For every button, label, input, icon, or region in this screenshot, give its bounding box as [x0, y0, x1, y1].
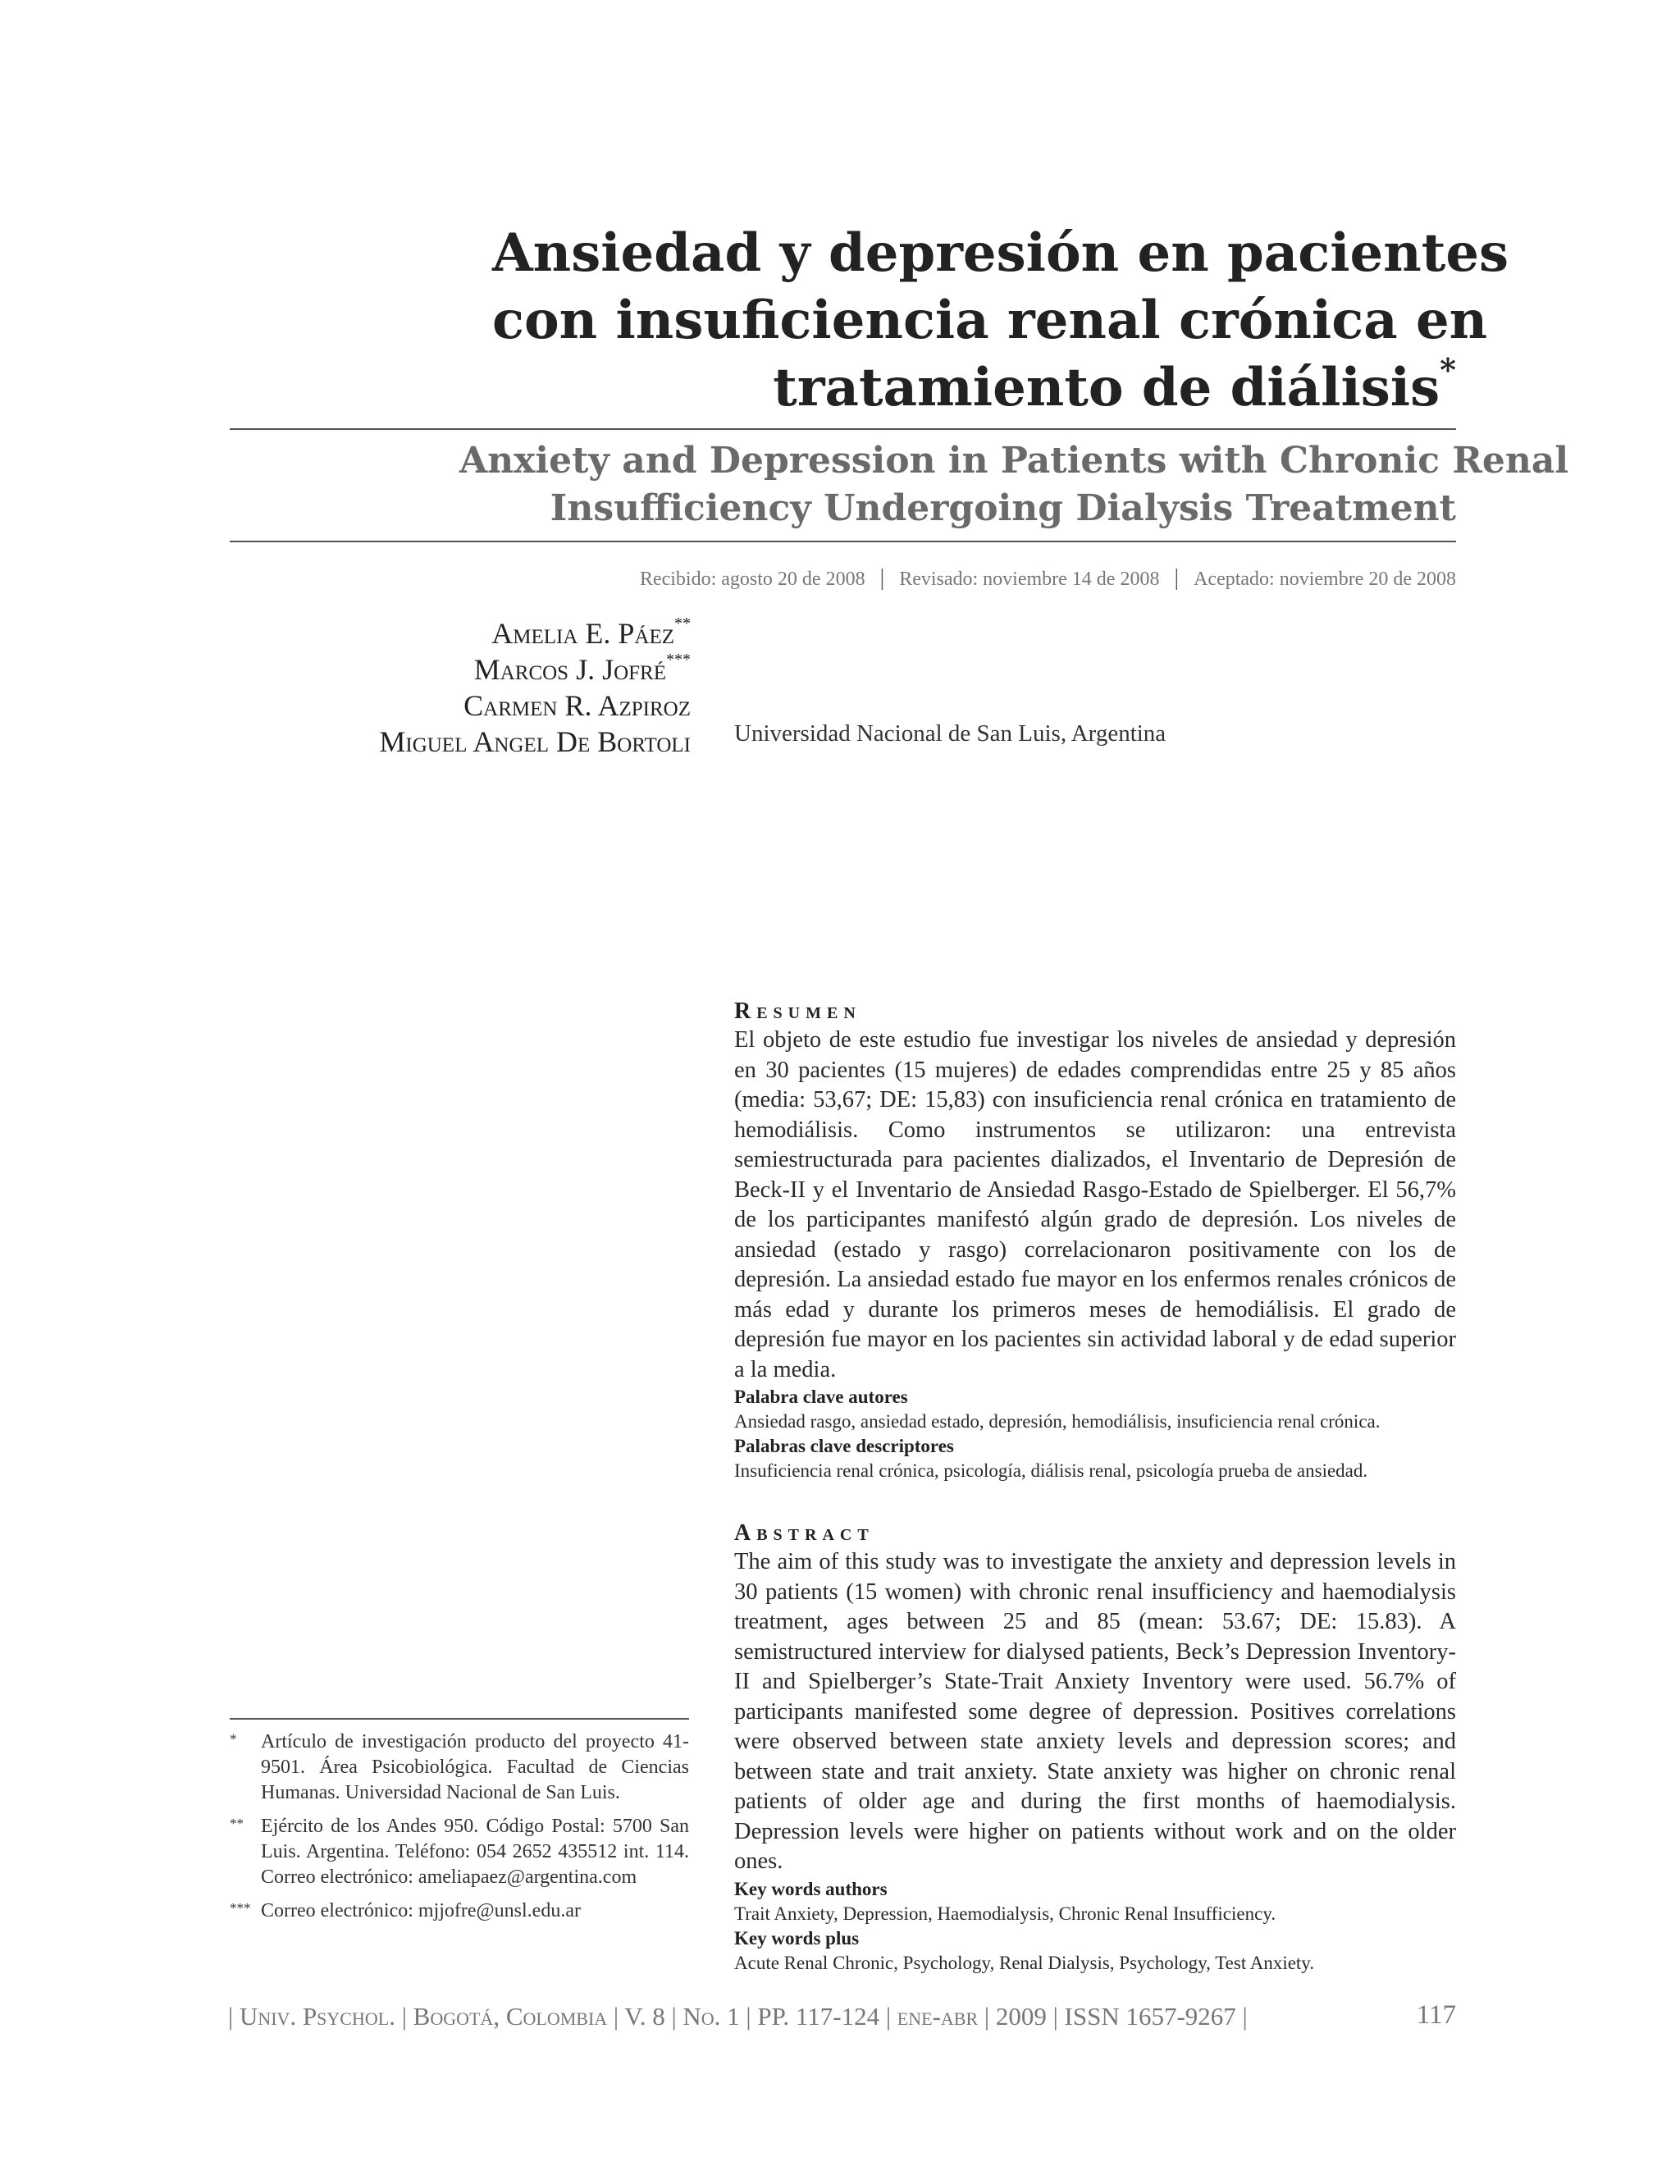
title-line-2: con insuficiencia renal crónica en [492, 290, 1488, 351]
author-footnote-mark: *** [666, 651, 691, 669]
accepted-date: Aceptado: noviembre 20 de 2008 [1194, 569, 1456, 590]
author [246, 724, 691, 760]
resumen-heading: Resumen [734, 998, 861, 1024]
abstract-keywords-plus-label: Key words plus [734, 1927, 860, 1949]
resumen-keywords-authors: Ansiedad rasgo, ansiedad estado, depresión, hemodiálisis, insuficiencia renal crónica. [734, 1411, 1381, 1432]
article-title [492, 220, 1509, 422]
author-name: Carmen R. Azpiroz [463, 689, 691, 722]
title-rule-top [230, 428, 1456, 430]
submission-dates [492, 565, 1456, 592]
author-name: Miguel Angel De Bortoli [379, 725, 691, 758]
abstract-heading: Abstract [734, 1520, 874, 1546]
journal-citation [228, 2002, 1248, 2031]
title-footnote-mark: * [1440, 351, 1456, 388]
author-name: Amelia E. Páez [491, 617, 674, 650]
footnote [230, 1814, 689, 1890]
resumen-keywords-authors-label: Palabra clave autores [734, 1387, 908, 1407]
footnote [230, 1729, 689, 1806]
author-footnote-mark: ** [674, 615, 691, 633]
author [246, 615, 691, 651]
author-list [246, 615, 691, 760]
date-separator: | [879, 565, 885, 591]
resumen-keywords-descriptors-label: Palabras clave descriptores [734, 1436, 954, 1456]
revised-date: Revisado: noviembre 14 de 2008 [899, 569, 1160, 590]
title-line-3 [492, 351, 1456, 422]
english-title-line-1: Anxiety and Depression in Patients with Chronic Renal [459, 440, 1569, 482]
abstract-section [734, 1519, 1456, 1976]
received-date: Recibido: agosto 20 de 2008 [639, 569, 865, 590]
footnote-mark: * [230, 1731, 237, 1747]
journal-citation-text: | Univ. Psychol. | Bogotá, Colombia | V. 8 | No. 1 | PP. 117-124 | ene-abr | 2009 | ISSN 1657-9267 | [228, 2002, 1248, 2031]
footnote-text: Ejército de los Andes 950. Código Postal: 5700 San Luis. Argentina. Teléfono: 054 2652 435512 int. 114. Correo electrónico: ameliapaez@argentina.com [261, 1816, 689, 1888]
footnote-mark: ** [230, 1816, 244, 1831]
footnote-rule [230, 1718, 689, 1720]
abstract-keywords-authors: Trait Anxiety, Depression, Haemodialysis, Chronic Renal Insufficiency. [734, 1903, 1276, 1924]
title-line-1: Ansiedad y depresión en pacientes [492, 222, 1509, 284]
affiliation: Universidad Nacional de San Luis, Argentina [734, 720, 1166, 747]
footnote [230, 1898, 689, 1924]
resumen-keywords-descriptors: Insuficiencia renal crónica, psicología, diálisis renal, psicología prueba de ansiedad. [734, 1460, 1368, 1481]
page-number: 117 [1416, 2000, 1456, 2030]
footnote-text: Correo electrónico: mjjofre@unsl.edu.ar [261, 1900, 581, 1921]
date-separator: | [1174, 565, 1180, 591]
resumen-body: El objeto de este estudio fue investigar los niveles de ansiedad y depresión en 30 pacientes (15 mujeres) de edades comprendidas entre 25 y 85 años (media: 53,67; DE: 15,83) con insuficiencia renal crónica en tratamiento de hemodiálisis. Como instrumentos se utilizaron: una entrevista semiestructurada para pacientes dializados, el Inventario de Depresión de Beck-II y el Inventario de Ansiedad Rasgo-Estado de Spielberger. El 56,7% de los participantes manifestó algún grado de depresión. Los niveles de ansiedad (estado y rasgo) correlacionaron positivamente con los de depresión. La ansiedad estado fue mayor en los enfermos renales crónicos de más edad y durante los primeros meses de hemodiálisis. El grado de depresión fue mayor en los pacientes sin actividad laboral y de edad superior a la media. [734, 1027, 1456, 1382]
title-line-3-text: tratamiento de diálisis [773, 357, 1440, 418]
footnotes [230, 1729, 689, 1932]
author-name: Marcos J. Jofré [473, 653, 666, 686]
english-title [459, 437, 1569, 532]
abstract-keywords-plus: Acute Renal Chronic, Psychology, Renal Dialysis, Psychology, Test Anxiety. [734, 1952, 1315, 1973]
abstract-body: The aim of this study was to investigate the anxiety and depression levels in 30 patients (15 women) with chronic renal insufficiency and haemodialysis treatment, ages between 25 and 85 (mean: 53.67; DE: 15.83). A semistructured interview for dialysed patients, Beck’s Depression Inventory-II and Spielberger’s State-Trait Anxiety Inventory were used. 56.7% of participants manifested some degree of depression. Positives correlations were observed between state anxiety levels and depression scores; and between state and trait anxiety. State anxiety was higher on chronic renal patients of older age and during the first months of haemodialysis. Depression levels were higher on patients without work and on the older ones. [734, 1549, 1456, 1874]
footnote-text: Artículo de investigación producto del proyecto 41-9501. Área Psicobiológica. Facultad de Ciencias Humanas. Universidad Nacional de San Luis. [261, 1731, 689, 1803]
english-title-line-2: Insufficiency Undergoing Dialysis Treatment [550, 487, 1456, 529]
author [246, 688, 691, 724]
title-rule-bottom [230, 541, 1456, 542]
resumen-section [734, 998, 1456, 1483]
abstract-keywords-authors-label: Key words authors [734, 1878, 888, 1899]
footnote-mark: *** [230, 1900, 251, 1916]
author [246, 651, 691, 688]
